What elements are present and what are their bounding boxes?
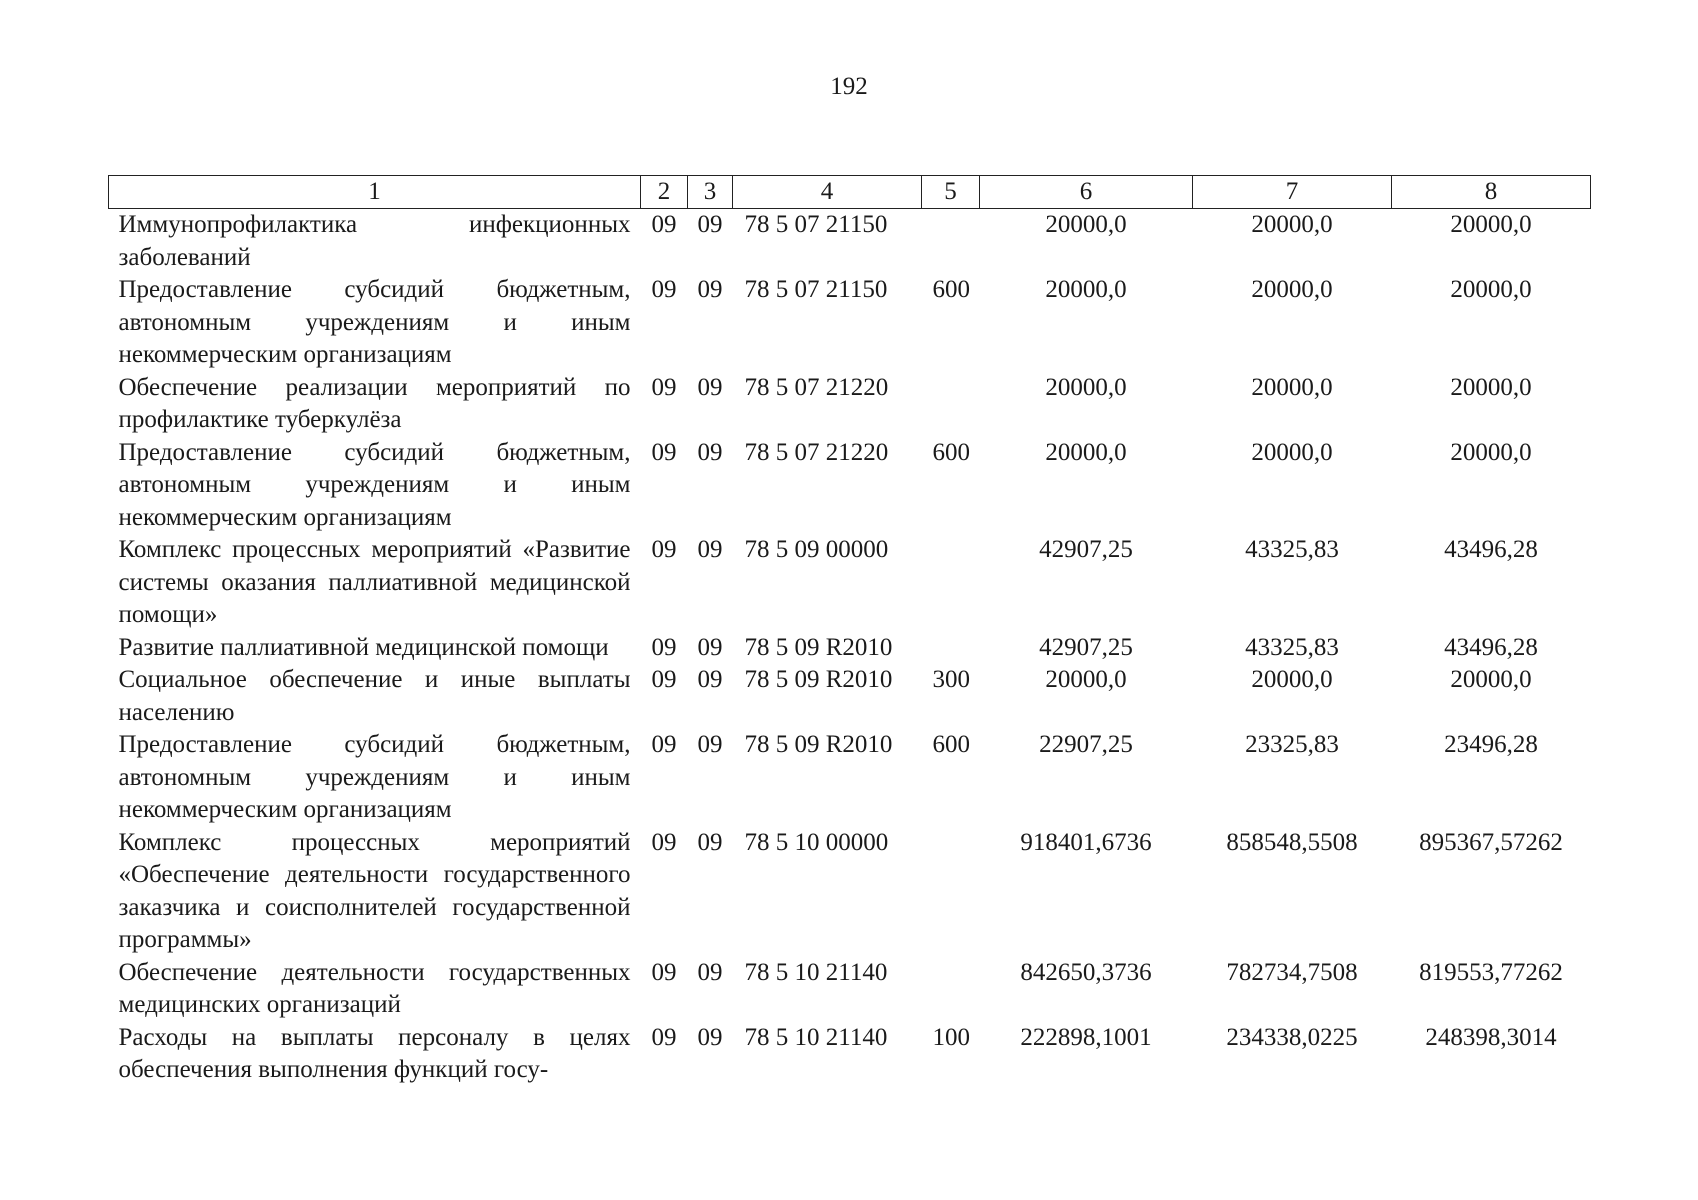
row-amount-year-3: 20000,0 — [1450, 211, 1532, 238]
table-row — [109, 209, 1591, 275]
row-name: Комплекс процессных мероприятий «Развитие системы оказания паллиативной медицинской помощи» — [118, 536, 631, 628]
row-expense-type — [922, 372, 980, 437]
row-amount-year-3: 248398,3014 — [1425, 1023, 1557, 1051]
row-expense-type — [922, 957, 980, 1022]
row-amount-year-1: 222898,1001 — [1020, 1023, 1152, 1051]
row-name: Предоставление субсидий бюджетным, автономным учреждениям и иным некоммерческим организациям — [118, 731, 631, 823]
table-body — [109, 209, 1591, 1087]
row-name: Комплекс процессных мероприятий «Обеспечение деятельности государственного заказчика и соисполнителей государственной программы» — [118, 828, 631, 953]
row-expense-type: 600 — [932, 731, 970, 758]
table-row — [109, 274, 1591, 372]
row-amount-year-3: 43496,28 — [1444, 536, 1538, 563]
row-target-article: 78 5 10 21140 — [744, 1023, 888, 1051]
row-subsection: 09 — [697, 958, 723, 986]
row-name: Предоставление субсидий бюджетным, автономным учреждениям и иным некоммерческим организациям — [118, 438, 631, 531]
row-name: Иммунопрофилактика инфекционных заболеваний — [118, 211, 631, 271]
table-row — [109, 372, 1591, 437]
header-col-1: 1 — [109, 176, 641, 209]
row-target-article: 78 5 10 21140 — [744, 958, 888, 986]
row-amount-year-3: 23496,28 — [1444, 731, 1538, 758]
row-amount-year-1: 918401,6736 — [1020, 828, 1152, 856]
row-section: 09 — [651, 536, 677, 563]
row-amount-year-2: 782734,7508 — [1226, 958, 1358, 986]
row-amount-year-2: 43325,83 — [1245, 633, 1339, 661]
row-expense-type: 300 — [932, 666, 970, 693]
row-target-article: 78 5 09 R2010 — [744, 666, 893, 693]
row-amount-year-2: 234338,0225 — [1226, 1023, 1358, 1051]
header-row — [109, 176, 1591, 209]
row-expense-type: 600 — [932, 438, 970, 466]
row-section: 09 — [651, 731, 677, 758]
row-expense-type: 600 — [932, 276, 970, 303]
row-name: Предоставление субсидий бюджетным, автономным учреждениям и иным некоммерческим организациям — [118, 276, 631, 368]
row-amount-year-1: 42907,25 — [1039, 536, 1133, 563]
row-amount-year-1: 22907,25 — [1039, 731, 1133, 758]
row-target-article: 78 5 07 21220 — [744, 438, 889, 466]
header-col-2: 2 — [641, 176, 688, 209]
row-target-article: 78 5 09 R2010 — [744, 731, 893, 758]
row-name: Обеспечение деятельности государственных медицинских организаций — [118, 958, 631, 1018]
row-section: 09 — [651, 276, 677, 303]
row-subsection: 09 — [697, 536, 723, 563]
row-amount-year-2: 20000,0 — [1251, 666, 1333, 693]
row-amount-year-1: 20000,0 — [1045, 373, 1127, 401]
row-expense-type — [922, 209, 980, 275]
row-amount-year-1: 20000,0 — [1045, 211, 1127, 238]
row-target-article: 78 5 07 21150 — [744, 211, 888, 238]
table-row — [109, 827, 1591, 957]
row-subsection: 09 — [697, 276, 723, 303]
row-amount-year-2: 20000,0 — [1251, 211, 1333, 238]
row-expense-type — [922, 534, 980, 632]
table-row — [109, 632, 1591, 665]
row-expense-type: 100 — [932, 1023, 970, 1051]
row-amount-year-2: 20000,0 — [1251, 276, 1333, 303]
row-target-article: 78 5 09 R2010 — [744, 633, 893, 661]
row-name: Обеспечение реализации мероприятий по профилактике туберкулёза — [118, 373, 631, 433]
row-target-article: 78 5 07 21220 — [744, 373, 889, 401]
row-section: 09 — [651, 373, 677, 401]
table-row — [109, 437, 1591, 535]
header-col-8: 8 — [1392, 176, 1591, 209]
row-amount-year-2: 858548,5508 — [1226, 828, 1358, 856]
row-subsection: 09 — [697, 666, 723, 693]
row-amount-year-2: 23325,83 — [1245, 731, 1339, 758]
header-col-7: 7 — [1193, 176, 1392, 209]
row-amount-year-1: 42907,25 — [1039, 633, 1133, 661]
row-section: 09 — [651, 666, 677, 693]
row-amount-year-3: 819553,77262 — [1419, 958, 1563, 986]
row-section: 09 — [651, 1023, 677, 1051]
header-col-5: 5 — [922, 176, 980, 209]
row-amount-year-3: 20000,0 — [1450, 438, 1532, 466]
row-amount-year-2: 20000,0 — [1251, 373, 1333, 401]
row-amount-year-3: 895367,57262 — [1419, 828, 1563, 856]
row-section: 09 — [651, 633, 677, 661]
row-amount-year-3: 20000,0 — [1450, 276, 1532, 303]
row-name: Социальное обеспечение и иные выплаты населению — [118, 666, 631, 726]
row-amount-year-2: 20000,0 — [1251, 438, 1333, 466]
table-header — [109, 176, 1591, 209]
table-row — [109, 534, 1591, 632]
table-row — [109, 957, 1591, 1022]
row-subsection: 09 — [697, 211, 723, 238]
row-subsection: 09 — [697, 633, 723, 661]
row-amount-year-3: 20000,0 — [1450, 373, 1532, 401]
row-subsection: 09 — [697, 373, 723, 401]
table-row — [109, 729, 1591, 827]
row-expense-type — [922, 632, 980, 665]
row-amount-year-1: 20000,0 — [1045, 438, 1127, 466]
row-expense-type — [922, 827, 980, 957]
row-section: 09 — [651, 211, 677, 238]
table-row — [109, 1022, 1591, 1087]
row-amount-year-3: 43496,28 — [1444, 633, 1538, 661]
header-col-6: 6 — [980, 176, 1193, 209]
row-name: Развитие паллиативной медицинской помощи — [118, 633, 609, 661]
row-amount-year-1: 20000,0 — [1045, 666, 1127, 693]
row-amount-year-1: 842650,3736 — [1020, 958, 1152, 986]
row-section: 09 — [651, 828, 677, 856]
budget-table — [108, 175, 1591, 1087]
row-section: 09 — [651, 438, 677, 466]
row-target-article: 78 5 09 00000 — [744, 536, 889, 563]
header-col-4: 4 — [733, 176, 922, 209]
row-subsection: 09 — [697, 731, 723, 758]
row-subsection: 09 — [697, 828, 723, 856]
page-number: 192 — [830, 73, 868, 100]
row-section: 09 — [651, 958, 677, 986]
row-name: Расходы на выплаты персоналу в целях обеспечения выполнения функций госу- — [118, 1023, 631, 1083]
row-amount-year-1: 20000,0 — [1045, 276, 1127, 303]
row-amount-year-3: 20000,0 — [1450, 666, 1532, 693]
row-subsection: 09 — [697, 1023, 723, 1051]
header-col-3: 3 — [688, 176, 733, 209]
row-target-article: 78 5 07 21150 — [744, 276, 888, 303]
row-target-article: 78 5 10 00000 — [744, 828, 889, 856]
table-row — [109, 664, 1591, 729]
row-amount-year-2: 43325,83 — [1245, 536, 1339, 563]
row-subsection: 09 — [697, 438, 723, 466]
